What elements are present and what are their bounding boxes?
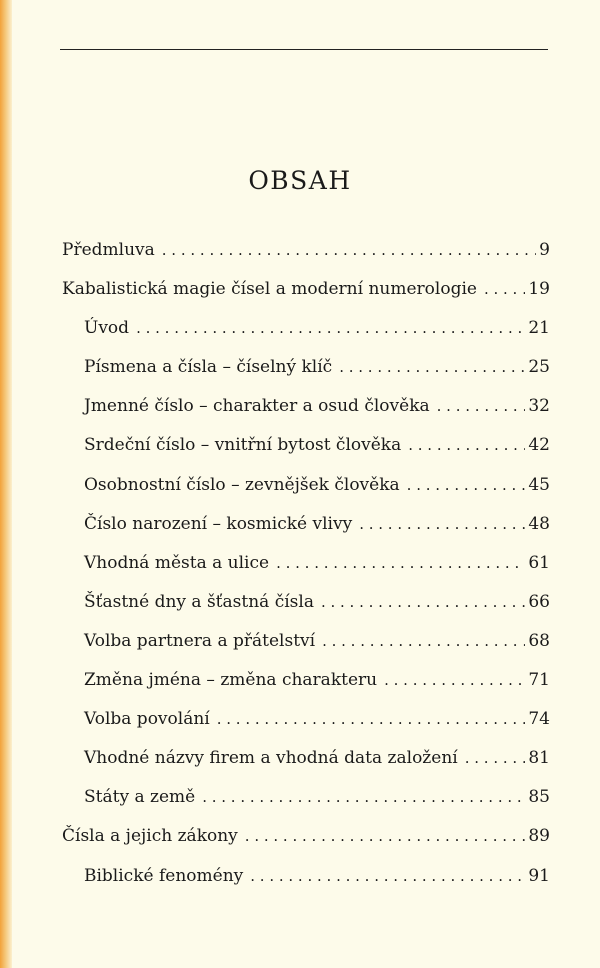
toc-entry-page: 71 — [528, 670, 550, 691]
toc-entry-label: Osobnostní číslo – zevnějšek člověka — [84, 474, 400, 495]
toc-entry-label: Vhodné názvy firem a vhodná data založení — [84, 748, 458, 769]
toc-entry-label: Srdeční číslo – vnitřní bytost člověka — [84, 435, 402, 456]
toc-entry-page: 85 — [528, 787, 550, 808]
dot-leader — [437, 397, 526, 415]
toc-entry-page: 19 — [528, 279, 550, 300]
toc-entry-page: 66 — [528, 591, 550, 612]
toc-entry-page: 91 — [528, 865, 550, 886]
toc-entry-page: 74 — [528, 709, 550, 730]
page-title: OBSAH — [248, 166, 352, 195]
toc-subentry — [62, 357, 550, 396]
toc-entry-label: Biblické fenomény — [84, 865, 244, 886]
dot-leader — [322, 632, 525, 650]
toc-entry-page: 45 — [528, 474, 550, 495]
toc-entry-page: 21 — [528, 318, 550, 339]
toc-entry-label: Státy a země — [84, 787, 196, 808]
toc-entry-label: Šťastné dny a šťastná čísla — [84, 591, 314, 612]
dot-leader — [408, 436, 525, 454]
toc-entry-label: Čísla a jejich zákony — [62, 826, 238, 847]
toc-subentry — [62, 475, 550, 514]
toc-entry-page: 25 — [528, 357, 550, 378]
toc-entry-label: Písmena a čísla – číselný klíč — [84, 357, 333, 378]
toc-entry-page: 9 — [539, 240, 550, 260]
header-rule — [60, 49, 548, 50]
book-spine-edge — [0, 0, 12, 968]
dot-leader — [276, 554, 525, 572]
dot-leader — [162, 241, 536, 259]
toc-entry-page: 61 — [528, 552, 550, 573]
toc-entry-page: 42 — [528, 435, 550, 456]
toc-entry-label: Předmluva — [62, 240, 155, 260]
toc-subentry — [62, 787, 550, 826]
toc-subentry — [62, 631, 550, 670]
toc-subentry — [62, 435, 550, 474]
toc-subentry — [62, 396, 550, 435]
dot-leader — [217, 710, 526, 728]
dot-leader — [202, 788, 525, 806]
toc-subentry — [62, 514, 550, 553]
toc-subentry — [62, 709, 550, 748]
toc-entry-page: 68 — [528, 630, 550, 651]
toc-entry-label: Volba partnera a přátelství — [84, 630, 316, 651]
toc-subentry — [62, 670, 550, 709]
toc-entry-page: 32 — [528, 396, 550, 417]
toc-subentry — [62, 553, 550, 592]
toc-entry-label: Kabalistická magie čísel a moderní numerologie — [62, 279, 477, 300]
dot-leader — [136, 319, 525, 337]
toc-entry-page: 89 — [528, 826, 550, 847]
toc-entry-label: Úvod — [84, 318, 130, 339]
dot-leader — [250, 867, 525, 885]
toc-entry-label: Změna jména – změna charakteru — [84, 670, 378, 691]
dot-leader — [245, 827, 526, 845]
dot-leader — [407, 476, 526, 494]
dot-leader — [339, 358, 525, 376]
toc-entry — [62, 826, 550, 865]
dot-leader — [484, 280, 525, 298]
toc-subentry — [62, 748, 550, 787]
toc-subentry — [62, 866, 550, 905]
dot-leader — [465, 749, 526, 767]
toc-entry — [62, 279, 550, 318]
toc-subentry — [62, 592, 550, 631]
dot-leader — [384, 671, 525, 689]
toc-entry-page: 81 — [528, 748, 550, 769]
toc-entry-label: Jmenné číslo – charakter a osud člověka — [84, 396, 430, 417]
toc-entry-page: 48 — [528, 513, 550, 534]
toc-entry-label: Číslo narození – kosmické vlivy — [84, 513, 353, 534]
dot-leader — [321, 593, 525, 611]
toc-entry — [62, 240, 550, 279]
toc-entry-label: Volba povolání — [84, 709, 210, 730]
toc-subentry — [62, 318, 550, 357]
table-of-contents — [62, 240, 550, 905]
toc-entry-label: Vhodná města a ulice — [84, 552, 270, 573]
dot-leader — [359, 515, 525, 533]
